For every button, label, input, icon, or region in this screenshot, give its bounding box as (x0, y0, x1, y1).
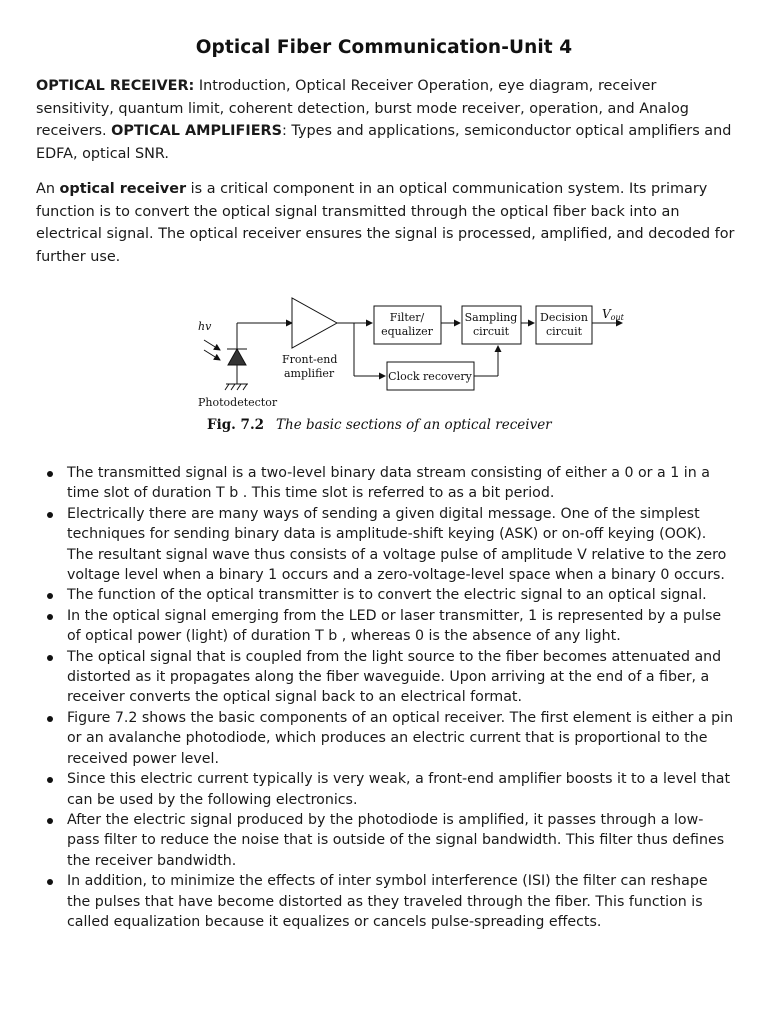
list-item: The function of the optical transmitter is to convert the electric signal to an optical signal. (44, 585, 734, 605)
list-item: The optical signal that is coupled from the light source to the fiber becomes attenuated and distorted as it propagates along the fiber waveguide. Upon arriving at the end of a fiber, a receiver converts the optical signal back to an electrical format. (44, 647, 734, 708)
vout-label: Vout (602, 307, 624, 322)
light-arrow-1 (204, 340, 220, 350)
frontend-label-1: Front-end (282, 353, 338, 366)
optical-receiver-label: OPTICAL RECEIVER: (36, 78, 195, 94)
amplifier-triangle (292, 298, 337, 348)
photodetector-label: Photodetector (198, 396, 278, 409)
list-item: In the optical signal emerging from the LED or laser transmitter, 1 is represented by a pulse of optical power (light) of duration T b , whereas 0 is the absence of any light. (44, 606, 734, 647)
optical-receiver-topics: Introduction, Optical Receiver Operation, eye diagram, receiver sensitivity, quantum limit, coherent detection, burst mode receiver, operation, and Analog receivers. (36, 78, 689, 139)
figure-caption-text: The basic sections of an optical receiver (276, 417, 552, 433)
list-item: After the electric signal produced by the photodiode is amplified, it passes through a low-pass filter to reduce the noise that is outside of the signal bandwidth. This filter thus defines the receiver bandwidth. (44, 810, 734, 871)
sampling-label-2: circuit (472, 325, 510, 338)
photodiode-symbol (228, 349, 246, 365)
list-item: Electrically there are many ways of sending a given digital message. One of the simplest techniques for sending binary data is amplitude-shift keying (ASK) or on-off keying (OOK). The resultant signal wave thus consists of a voltage pulse of amplitude V relative to the zero voltage level when a binary 1 occurs and a zero-voltage-level space when a binary 0 occurs. (44, 504, 734, 586)
decision-label-2: circuit (545, 325, 583, 338)
page-title: Optical Fiber Communication-Unit 4 (195, 37, 573, 58)
definition-term: optical receiver (59, 181, 187, 197)
clock-recovery-label: Clock recovery (388, 370, 472, 383)
decision-label-1: Decision (540, 311, 588, 324)
definition-text: is a critical component in an optical communication system. Its primary function is to convert the optical signal transmitted through the optical fiber back into an electrical signal. The optical receiver ensures the signal is processed, amplified, and decoded for further use. (36, 181, 735, 265)
receiver-block-diagram (196, 292, 626, 410)
list-item: In addition, to minimize the effects of inter symbol interference (ISI) the filter can reshape the pulses that have become distorted as they traveled through the fiber. This function is called equalization because it equalizes or cancels pulse-spreading effects. (44, 871, 734, 932)
optical-amplifiers-topics: : Types and applications, semiconductor optical amplifiers and EDFA, optical SNR. (36, 123, 732, 162)
frontend-label-2: amplifier (284, 367, 335, 380)
light-arrow-2 (204, 350, 220, 360)
list-item: The transmitted signal is a two-level binary data stream consisting of either a 0 or a 1 in a time slot of duration T b . This time slot is referred to as a bit period. (44, 463, 734, 504)
sampling-label-1: Sampling (464, 311, 518, 324)
hv-label: hv (198, 320, 212, 333)
figure-number: Fig. 7.2 (207, 417, 265, 433)
definition-pre: An (36, 181, 60, 197)
bullet-list (44, 463, 734, 932)
definition-paragraph (36, 178, 736, 268)
filter-label-2: equalizer (381, 325, 433, 338)
figure-caption (207, 417, 552, 433)
list-item: Figure 7.2 shows the basic components of an optical receiver. The first element is either a pin or an avalanche photodiode, which produces an electric current that is proportional to the received power level. (44, 708, 734, 769)
optical-amplifiers-label: OPTICAL AMPLIFIERS (111, 123, 282, 139)
filter-label-1: Filter/ (389, 311, 425, 324)
syllabus-paragraph (36, 75, 736, 165)
list-item: Since this electric current typically is very weak, a front-end amplifier boosts it to a level that can be used by the following electronics. (44, 769, 734, 810)
